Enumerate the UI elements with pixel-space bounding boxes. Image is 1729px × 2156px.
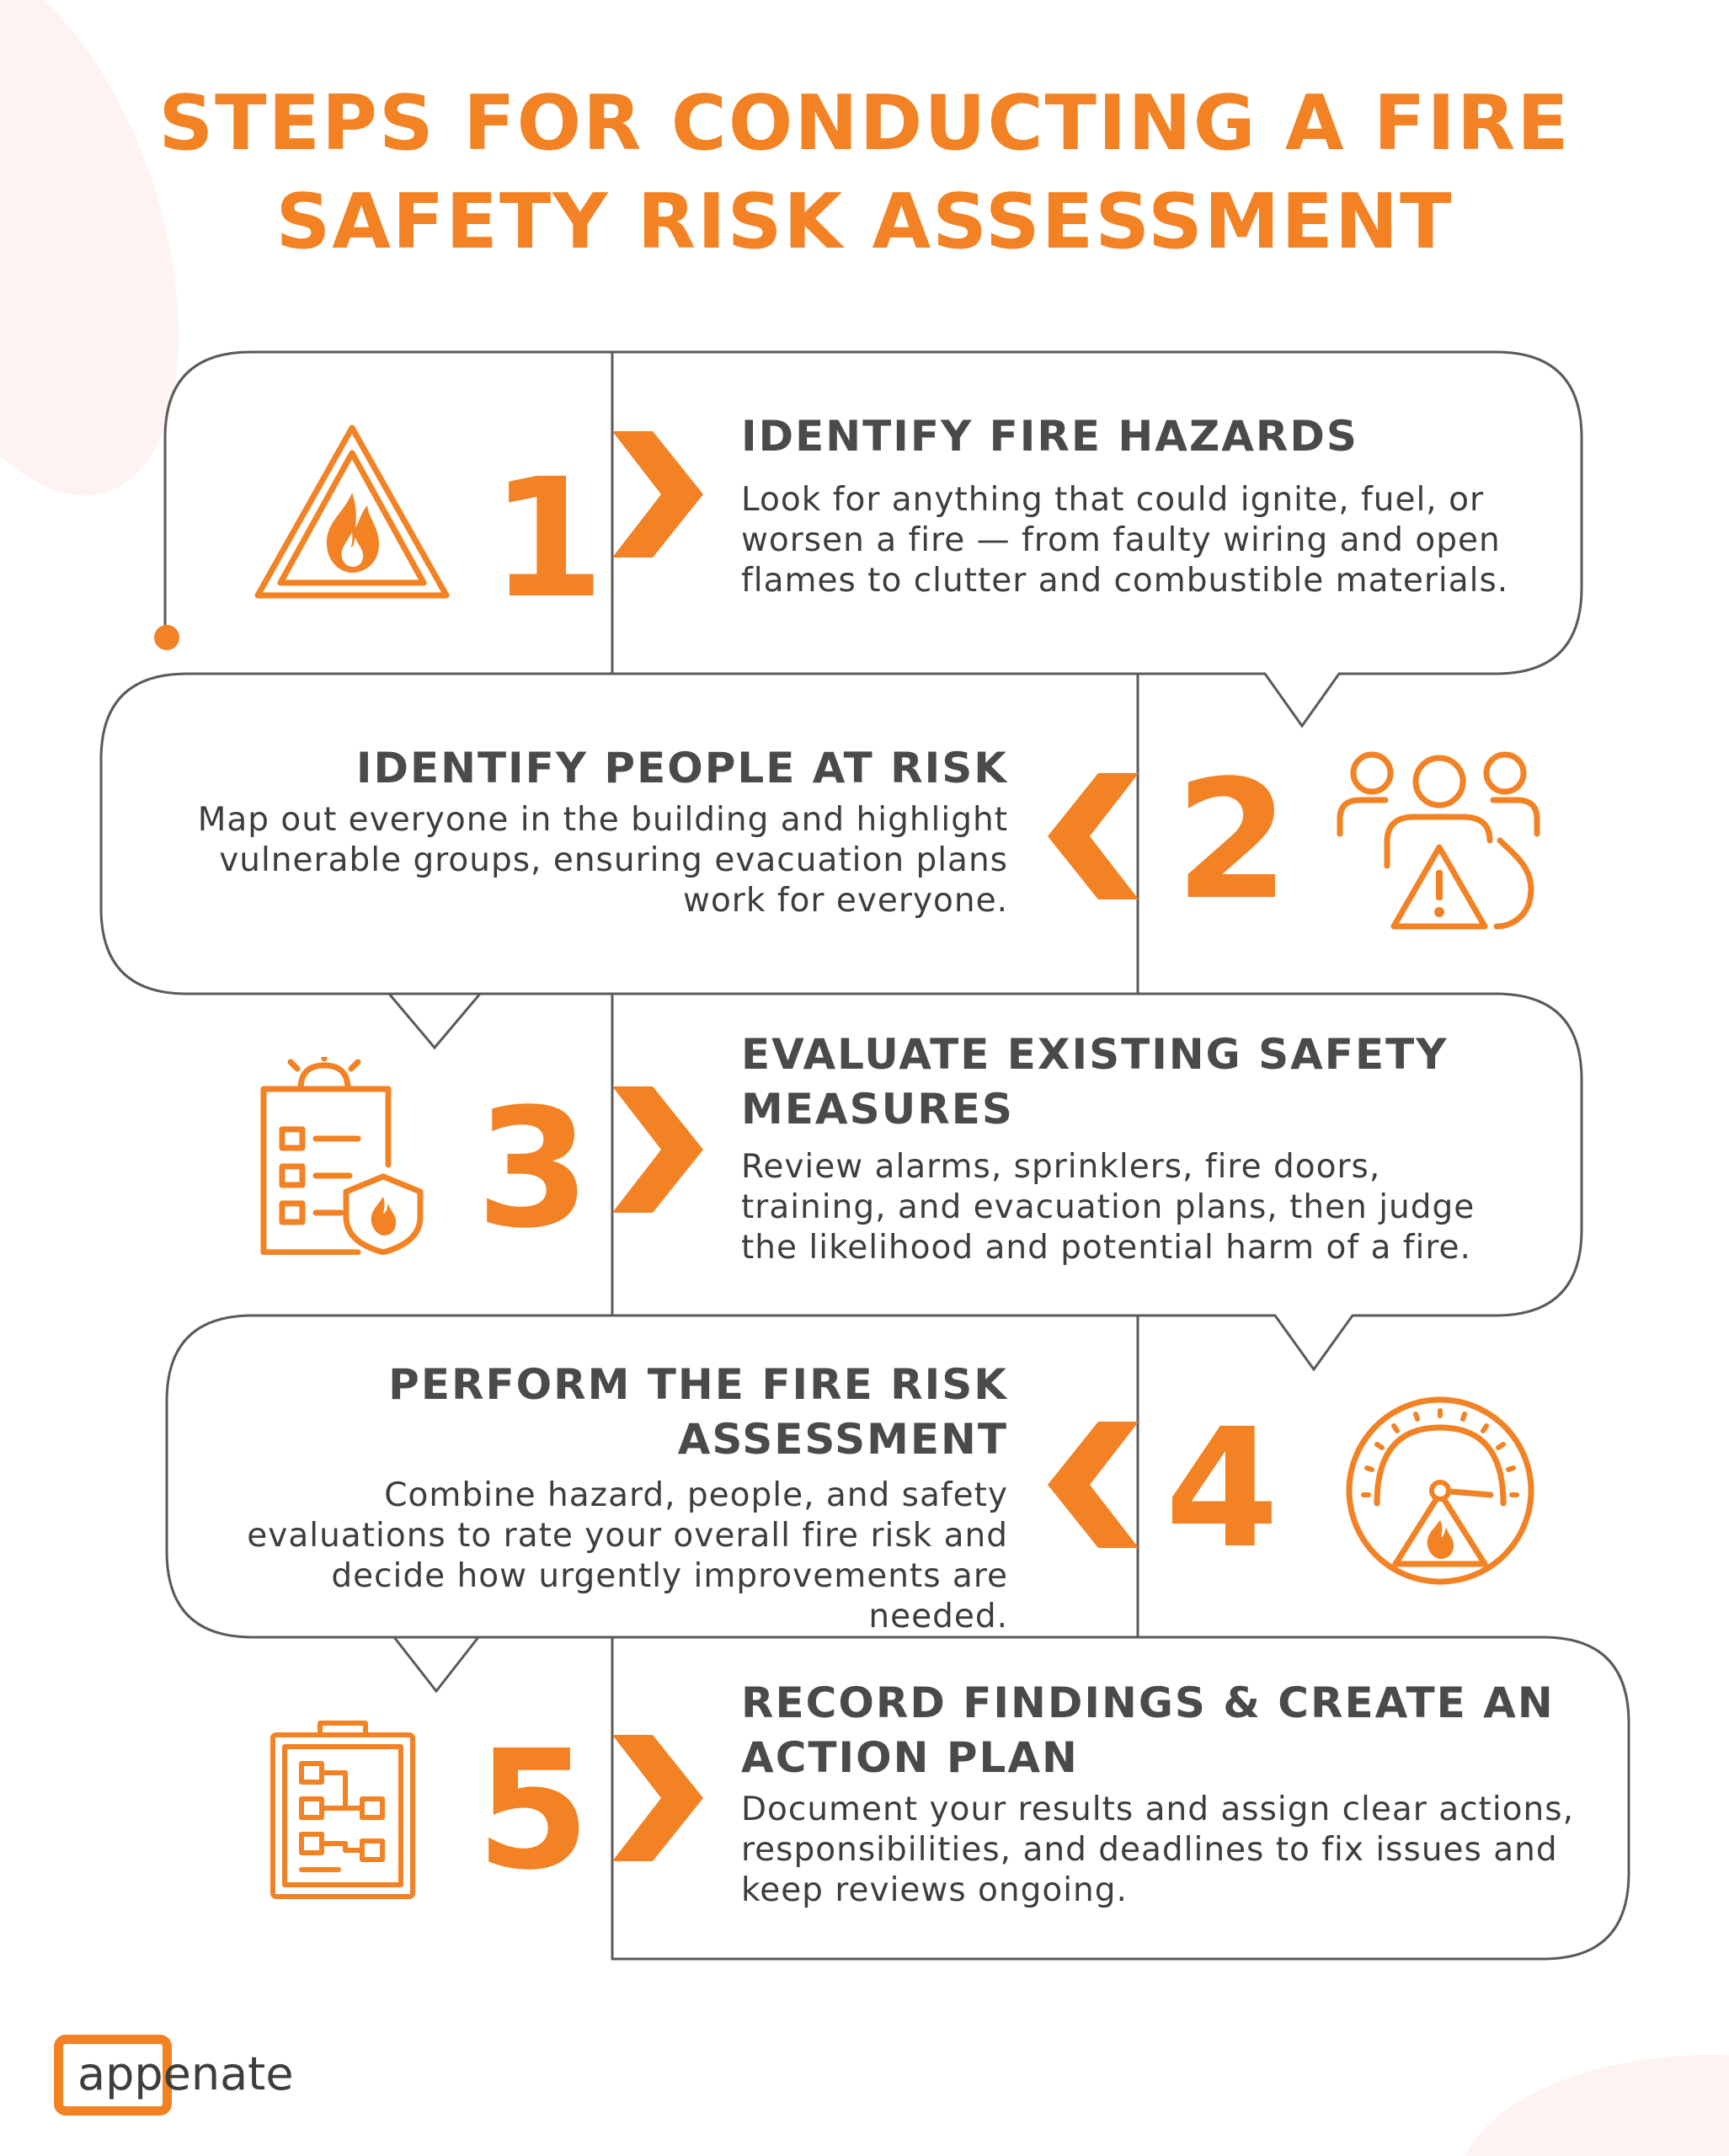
step-heading: RECORD FINDINGS & CREATE AN ACTION PLAN [741,1678,1555,1782]
clipboard-flowchart-icon [269,1715,417,1903]
fire-warning-triangle-icon [251,421,453,606]
step-number: 2 [1175,744,1289,936]
page-title: STEPS FOR CONDUCTING A FIRE SAFETY RISK ASSESSMENT [158,79,1571,266]
chevron-left-icon [1046,773,1139,899]
risk-gauge-icon [1343,1394,1537,1591]
people-warning-icon [1335,748,1545,937]
checklist-alarm-shield-icon [257,1057,425,1258]
step-heading: EVALUATE EXISTING SAFETY MEASURES [741,1030,1449,1134]
chevron-right-icon [612,1735,705,1861]
step-heading: PERFORM THE FIRE RISK ASSESSMENT [388,1360,1008,1464]
step-description: Review alarms, sprinklers, fire doors, training, and evacuation plans, then judge the likelihood and potential harm of a fire. [741,1148,1476,1267]
step-description: Document your results and assign clear actions, responsibilities, and deadlines to fix issues and keep reviews ongoing. [741,1790,1574,1909]
step-description: Map out everyone in the building and highlight vulnerable groups, ensuring evacuation plans work for everyone. [197,801,1008,920]
step-heading: IDENTIFY FIRE HAZARDS [741,412,1358,461]
chevron-right-icon [612,431,705,558]
step-description: Look for anything that could ignite, fuel, or worsen a fire — from faulty wiring and open flames to clutter and combustible materials. [741,481,1509,600]
step-number: 1 [490,443,605,634]
step-number: 3 [476,1073,590,1264]
chevron-left-icon [1046,1422,1139,1548]
chevron-right-icon [612,1086,705,1213]
logo-text: appenate [77,2047,294,2100]
step-number: 5 [476,1715,590,1906]
step-description: Combine hazard, people, and safety evaluations to rate your overall fire risk and decide how urgently improvements are needed. [247,1476,1008,1636]
step-number: 4 [1165,1393,1279,1584]
step-heading: IDENTIFY PEOPLE AT RISK [355,744,1008,792]
appenate-logo [54,2035,307,2119]
